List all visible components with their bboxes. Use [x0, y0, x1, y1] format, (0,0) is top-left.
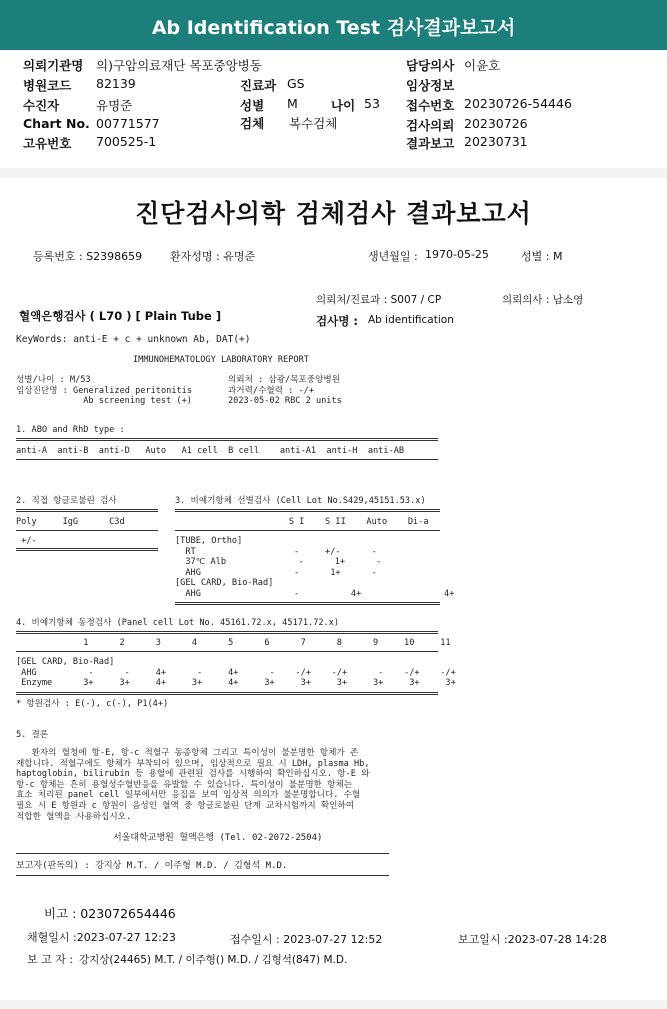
section2-mid-rule [16, 530, 158, 531]
reception-no-value: 20230726-54446 [464, 96, 572, 111]
clinical-info-label: 임상정보 [406, 78, 455, 93]
patient-value: 유명준 [96, 98, 133, 113]
section3-title: 3. 비예기항체 선별검사 (Cell Lot No.S429,45151.53.x) [175, 496, 426, 506]
test-name-label: 검사명 : [316, 314, 358, 328]
section1-rule [16, 438, 438, 441]
section1-headers: anti-A anti-B anti-D Auto A1 cell B cell anti-A1 anti-H anti-AB [16, 446, 405, 456]
requesting-institution-label: 의뢰기관명 [23, 58, 84, 73]
section2-headers: Poly IgG C3d [16, 517, 125, 527]
specimen-label: 검체 [240, 116, 265, 131]
section4-results: [GEL CARD, Bio-Rad] AHG - - 4+ - 4+ - -/+ -/+ - -/+ -/+ Enzyme 3+ 3+ 4+ 3+ 4+ 3+ 3+ 3+ 3+ 3+ 3+ [16, 657, 456, 689]
reception-no-label: 접수번호 [406, 98, 455, 113]
section4-bottom-rule [16, 692, 438, 695]
lab-report-title: IMMUNOHEMATOLOGY LABORATORY REPORT [133, 355, 309, 365]
section2-value: +/- [16, 536, 37, 546]
final-reporter-label: 보 고 자 : [27, 953, 74, 966]
report-title: 진단검사의학 검체검사 결과보고서 [135, 199, 532, 228]
unique-no-label: 고유번호 [23, 136, 72, 151]
keywords: KeyWords: anti-E + c + unknown Ab, DAT(+) [16, 334, 251, 345]
request-date-label: 검사의뢰 [406, 118, 455, 133]
conclusion-text: 환자의 혈청에 항-E, 항-c 적혈구 동종항체 그리고 특이성이 불분명한 항체가 존 재합니다. 적혈구에도 항체가 부착되어 있으며, 임상적으로 필요 시 LDH, plasma Hb, haptoglobin, bilirubin 등 용혈에 관련된 검사를 시행하여 확인하십시오. 항-E 와 항-c 항체는 흔히 용혈성수혈반응을 유발할 수 있습니다. 특이성이 불분명한 항체는 효소 처리된 panel cell 일부에서만 응집을 보여 임상적 의의가 불분명합니다. 수혈 필요 시 E 항원과 c 항원이 음성인 혈액 중 항글로불린 단계 교차시험까지 확인하여 적합한 혈액을 사용하십시오. [16, 748, 370, 822]
requesting-institution-value: 의)구암의료재단 목포중앙병동 [96, 58, 262, 73]
report-header-title: Ab Identification Test 검사결과보고서 [0, 0, 667, 50]
section3-results: [TUBE, Ortho] RT - +/- - 37℃ Alb - 1+ - AHG - 1+ - [GEL CARD, Bio-Rad] AHG - 4+ 4+ [175, 536, 455, 599]
final-reporter-names: 강지상(24465) M.T. / 이주형() M.D. / 김형석(847) M.D. [79, 954, 348, 966]
hospital-code-label: 병원코드 [23, 78, 72, 93]
report-date-label: 결과보고 [406, 136, 455, 151]
sex-value: M [287, 96, 298, 111]
requesting-physician: 의뢰의사 : 남소영 [502, 294, 584, 306]
section5-title: 5. 결론 [16, 730, 49, 740]
reporter-top-rule [16, 853, 389, 854]
age-label: 나이 [331, 98, 356, 113]
antigen-test: * 항원검사 : E(-), c(-), P1(4+) [16, 699, 169, 709]
chart-no-label: Chart No. [23, 116, 90, 131]
section4-mid-rule [16, 651, 438, 652]
department-label: 진료과 [240, 78, 277, 93]
section3-headers: S I S II Auto Di-a [175, 517, 429, 527]
section3-bottom-rule [175, 602, 440, 605]
source-block: 의뢰처 : 삼광/목포중앙병원 과거력/수혈력 : -/+ 2023-05-02 RBC 2 units [228, 375, 342, 407]
birth-value: 1970-05-25 [425, 248, 489, 261]
section4-title: 4. 비예기항체 동정검사 (Panel cell Lot No. 45161.72.x, 45171.72.x) [16, 618, 340, 628]
scanned-report [0, 178, 667, 1000]
patient-block: 성별/나이 : M/53 임상진단명 : Generalized peritonitis Ab screening test (+) [16, 375, 193, 407]
birth-label: 생년월일 : [368, 250, 418, 263]
section3-mid-rule [175, 530, 440, 531]
patient-label: 수진자 [23, 98, 60, 113]
doctor-label: 담당의사 [406, 58, 455, 73]
department-value: GS [287, 76, 305, 91]
section4-rule [16, 631, 438, 634]
section1-title: 1. ABO and RhD type : [16, 425, 125, 435]
report-time: 보고일시 :2023-07-28 14:28 [458, 933, 607, 946]
sex-label: 성별 [240, 98, 265, 113]
section1-bottom-rule [16, 459, 438, 460]
bottom-bar [0, 1000, 667, 1009]
accept-time: 접수일시 : 2023-07-27 12:52 [230, 933, 383, 946]
hospital-code-value: 82139 [96, 76, 136, 91]
registration-number: 등록번호 : S2398659 [33, 250, 143, 263]
reporter-line: 보고자(판독의) : 강지상 M.T. / 이주형 M.D. / 김형석 M.D. [16, 861, 288, 871]
test-category: 혈액은행검사 ( L70 ) [ Plain Tube ] [19, 309, 222, 323]
patient-name: 환자성명 : 유명준 [170, 250, 256, 263]
report-sex: 성별 : M [521, 250, 563, 263]
unique-no-value: 700525-1 [96, 134, 157, 149]
collection-time: 채혈일시 :2023-07-27 12:23 [27, 931, 176, 944]
reporter-bottom-rule [16, 875, 389, 876]
section3-rule [175, 509, 440, 512]
request-info-panel [0, 50, 667, 168]
blood-bank-contact: 서울대학교병원 혈액은행 (Tel. 02-2072-2504) [113, 833, 323, 843]
requesting-dept: 의뢰처/진료과 : S007 / CP [316, 294, 442, 306]
report-date-value: 20230731 [464, 134, 528, 149]
section2-bottom-rule [16, 548, 158, 551]
section2-rule [16, 509, 158, 512]
request-date-value: 20230726 [464, 116, 528, 131]
doctor-value: 이윤호 [464, 58, 501, 73]
section-gap [0, 168, 667, 178]
section4-headers: 1 2 3 4 5 6 7 8 9 10 11 [16, 638, 451, 648]
specimen-value: 복수검체 [289, 116, 338, 131]
chart-no-value: 00771577 [96, 116, 160, 131]
test-name: Ab identification [368, 314, 454, 326]
remarks: 비고 : 023072654446 [44, 906, 176, 921]
section2-title: 2. 직접 항글로불린 검사 [16, 496, 117, 506]
age-value: 53 [364, 96, 380, 111]
